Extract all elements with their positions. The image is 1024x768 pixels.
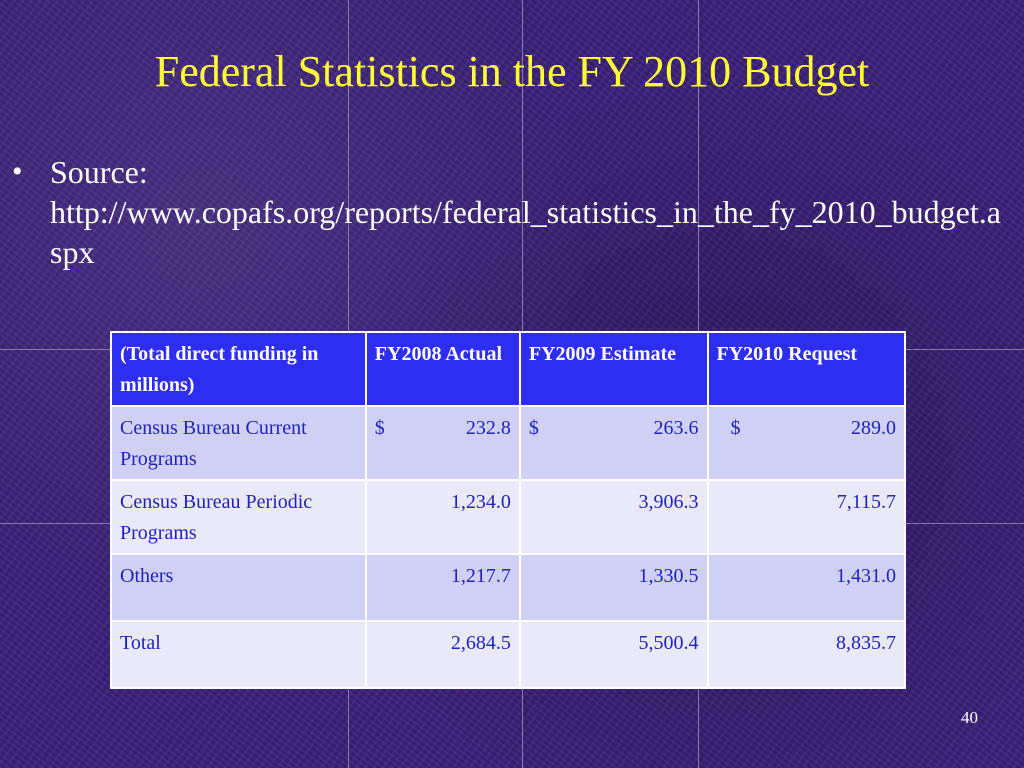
table-row — [111, 480, 905, 554]
cell-value: 232.8 — [465, 417, 511, 439]
header-fy2008: FY2008 Actual — [366, 332, 520, 406]
cell-fy2008: 2,684.5 — [366, 621, 520, 688]
currency-symbol: $ — [528, 417, 539, 439]
source-bullet — [12, 152, 1012, 272]
cell-value: 289.0 — [851, 417, 896, 439]
bullet-icon: • — [12, 155, 23, 188]
cell-fy2008: 1,234.0 — [366, 480, 520, 554]
row-label: Total — [111, 621, 366, 688]
cell-fy2010 — [708, 406, 906, 480]
cell-value: 263.6 — [653, 417, 699, 439]
source-label: Source: — [50, 154, 148, 190]
header-funding: (Total direct funding in millions) — [111, 332, 366, 406]
cell-fy2009: 1,330.5 — [520, 554, 708, 621]
row-label: Others — [111, 554, 366, 621]
row-label: Census Bureau Current Programs — [111, 406, 366, 480]
table-header-row — [111, 332, 905, 406]
cell-fy2009: 5,500.4 — [520, 621, 708, 688]
cell-fy2010: 7,115.7 — [708, 480, 906, 554]
currency-symbol: $ — [374, 417, 385, 439]
cell-fy2008: 1,217.7 — [366, 554, 520, 621]
table-row — [111, 554, 905, 621]
page-number: 40 — [961, 708, 978, 727]
cell-fy2009: 3,906.3 — [520, 480, 708, 554]
currency-symbol: $ — [730, 417, 741, 439]
table-row — [111, 621, 905, 688]
slide-title: Federal Statistics in the FY 2010 Budget — [154, 47, 870, 96]
table-row — [111, 406, 905, 480]
source-url: http://www.copafs.org/reports/federal_statistics_in_the_fy_2010_budget.aspx — [50, 194, 1001, 270]
cell-fy2009 — [520, 406, 708, 480]
cell-fy2008 — [366, 406, 520, 480]
cell-fy2010: 1,431.0 — [708, 554, 906, 621]
row-label: Census Bureau Periodic Programs — [111, 480, 366, 554]
budget-table — [110, 331, 906, 689]
cell-fy2010: 8,835.7 — [708, 621, 906, 688]
header-fy2009: FY2009 Estimate — [520, 332, 708, 406]
header-fy2010: FY2010 Request — [708, 332, 906, 406]
